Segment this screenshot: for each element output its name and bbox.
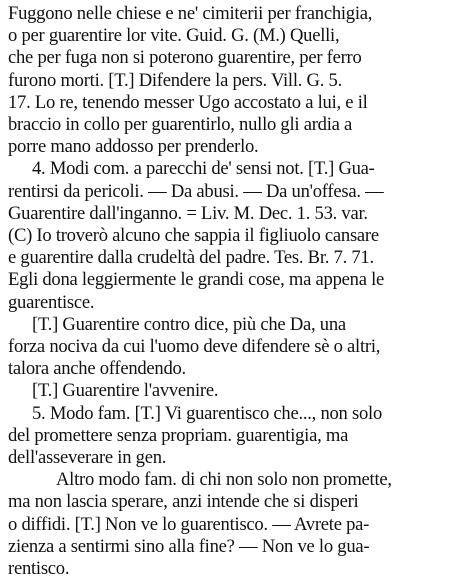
section-4-modi-comuni — [8, 158, 466, 313]
text-line: ma non lascia sperare, anzi intende che si disperi — [8, 491, 359, 513]
text-line: forza nociva da cui l'uomo deve difendere sè o altri, — [8, 336, 381, 358]
paragraph-altro-modo — [8, 469, 466, 580]
text-line: Guarentire dall'inganno. = Liv. M. Dec. 1. 53. var. — [8, 202, 368, 224]
paragraph-franchigia — [8, 3, 466, 158]
text-line: porre mano addosso per prenderlo. — [8, 136, 259, 158]
text-line: guarentisce. — [8, 291, 95, 313]
text-line: Altro modo fam. di chi non solo non promette, — [56, 469, 392, 491]
text-line: e guarentire dalla crudeltà del padre. Tes. Br. 7. 71. — [8, 247, 374, 269]
text-line: zienza a sentirmi sino alla fine? — Non ve lo gua- — [8, 535, 370, 557]
text-line: (C) Io troverò alcuno che sappia il figliuolo cansare — [8, 225, 379, 247]
paragraph-avvenire — [8, 380, 466, 402]
text-line: rentirsi da pericoli. — Da abusi. — Da un'offesa. — — [8, 180, 384, 202]
text-line: o per guarentire lor vite. Guid. G. (M.) Quelli, — [8, 25, 340, 47]
text-line: dell'asseverare in gen. — [8, 447, 167, 469]
paragraph-contro — [8, 314, 466, 381]
text-line: Egli dona leggiermente le grandi cose, ma appena le — [8, 269, 385, 291]
section-heading-line: 5. Modo fam. [T.] Vi guarentisco che..., non solo — [32, 402, 383, 424]
section-heading-line: 4. Modi com. a parecchi de' sensi not. [T.] Gua- — [32, 158, 375, 180]
section-5-modo-familiare — [8, 403, 466, 470]
text-line: talora anche offendendo. — [8, 358, 186, 380]
text-line: Fuggono nelle chiese e ne' cimiterii per franchigia, — [8, 3, 373, 24]
text-line: che per fuga non si poterono guarentire, per ferro — [8, 47, 362, 69]
text-line: braccio in collo per guarentirlo, nullo gli ardia a — [8, 114, 353, 136]
text-line: o diffidi. [T.] Non ve lo guarentisco. — Avrete pa- — [8, 513, 370, 535]
text-line: rentisco. — [8, 558, 70, 580]
text-line: 17. Lo re, tenendo messer Ugo accostato a lui, e il — [8, 91, 368, 113]
text-line: furono morti. [T.] Difendere la pers. Vill. G. 5. — [8, 69, 342, 91]
text-line: [T.] Guarentire l'avvenire. — [32, 380, 219, 402]
text-line: del promettere senza propriam. guarentigia, ma — [8, 424, 349, 446]
text-line: [T.] Guarentire contro dice, più che Da, una — [32, 313, 346, 335]
